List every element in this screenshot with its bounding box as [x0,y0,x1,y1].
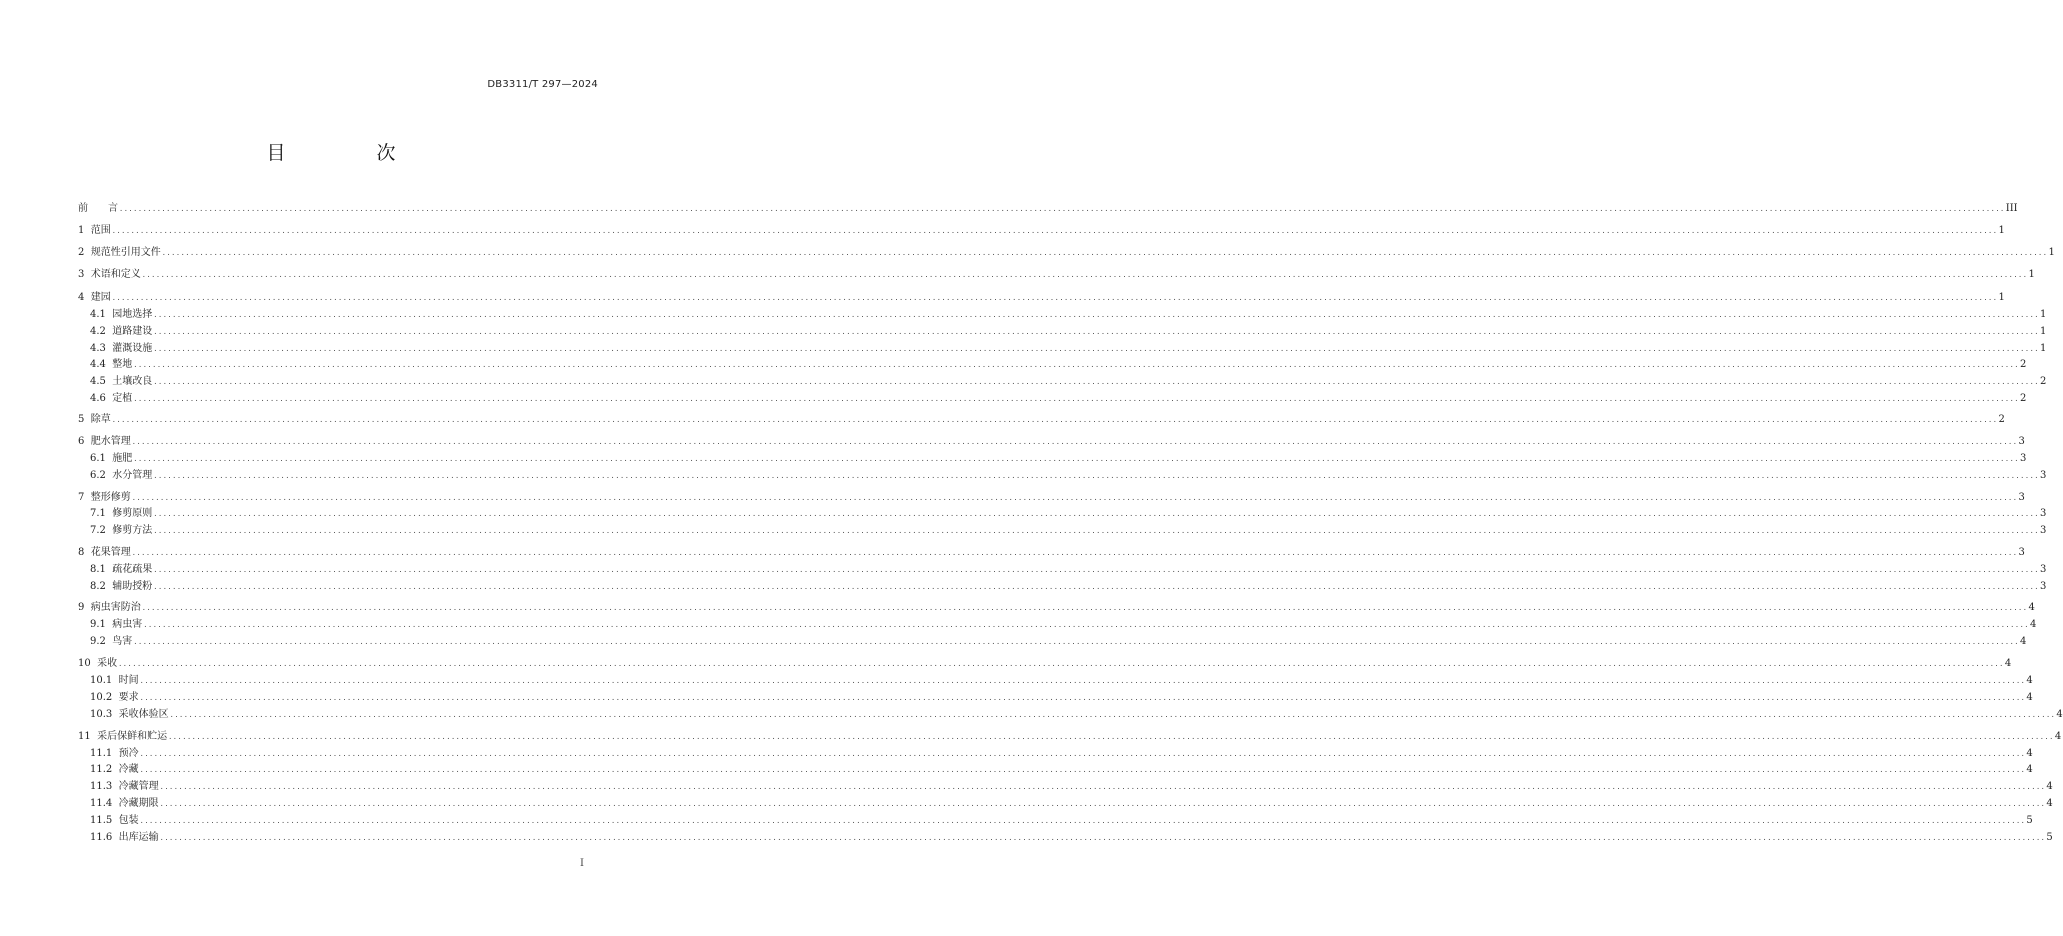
toc-entry-page: 3 [2018,492,2025,503]
toc-leader-dots: ................................................................................................................................................................................................................................................................................................................................................................................................................ [118,660,2004,668]
toc-leader-dots: ................................................................................................................................................................................................................................................................................................................................................................................................................ [111,416,1998,424]
toc-entry-page: 4 [2026,764,2033,775]
toc-entry-page: 1 [1998,225,2005,236]
toc-entry-label: 4.3 灌溉设施 [90,343,153,354]
toc-entry-label: 11.4 冷藏期限 [90,798,159,809]
toc-entry-label: 11.1 预冷 [90,748,139,759]
toc-entry-label: 11.3 冷藏管理 [90,781,159,792]
toc-leader-dots: ................................................................................................................................................................................................................................................................................................................................................................................................................ [153,345,2040,353]
toc-entry[interactable] [90,392,2027,406]
toc-entry-label: 1 范围 [78,225,111,236]
toc-entry-label: 9.2 鸟害 [90,636,133,647]
toc-leader-dots: ................................................................................................................................................................................................................................................................................................................................................................................................................ [169,711,2056,719]
toc-leader-dots: ................................................................................................................................................................................................................................................................................................................................................................................................................ [141,271,2028,279]
toc-entry-label: 4.1 园地选择 [90,309,153,320]
toc-entry-label: 8.2 辅助授粉 [90,581,153,592]
toc-entry-page: 1 [2048,247,2055,258]
toc-entry-label: 6 肥水管理 [78,436,131,447]
toc-leader-dots: ................................................................................................................................................................................................................................................................................................................................................................................................................ [168,733,2054,741]
toc-leader-dots: ................................................................................................................................................................................................................................................................................................................................................................................................................ [111,227,1998,235]
toc-entry[interactable] [90,325,2047,339]
toc-entry-page: 4 [2026,748,2033,759]
toc-entry-page: 4 [2046,798,2053,809]
toc-entry-label: 7.1 修剪原则 [90,508,153,519]
toc-leader-dots: ................................................................................................................................................................................................................................................................................................................................................................................................................ [161,249,2048,257]
toc-leader-dots: ................................................................................................................................................................................................................................................................................................................................................................................................................ [131,438,2018,446]
toc-leader-dots: ................................................................................................................................................................................................................................................................................................................................................................................................................ [139,817,2026,825]
toc-entry[interactable] [78,491,2025,505]
toc-entry-page: 4 [2046,781,2053,792]
toc-entry[interactable] [90,747,2033,761]
toc-entry[interactable] [90,635,2027,649]
toc-entry[interactable] [90,580,2047,594]
toc-entry[interactable] [78,546,2025,560]
toc-entry-page: 1 [2040,343,2047,354]
toc-entry-label: 5 除草 [78,414,111,425]
toc-leader-dots: ................................................................................................................................................................................................................................................................................................................................................................................................................ [143,621,2030,629]
toc-entry[interactable] [78,246,2055,260]
toc-entry-label: 7.2 修剪方法 [90,525,153,536]
toc-leader-dots: ................................................................................................................................................................................................................................................................................................................................................................................................................ [119,205,2005,213]
toc-leader-dots: ................................................................................................................................................................................................................................................................................................................................................................................................................ [131,549,2018,557]
toc-entry-label: 4.4 整地 [90,359,133,370]
toc-entry-label: 4.6 定植 [90,393,133,404]
toc-entry-page: 3 [2018,436,2025,447]
toc-entry-label: 9.1 病虫害 [90,619,143,630]
toc-entry-page: III [2005,203,2018,214]
toc-entry-label: 8 花果管理 [78,547,131,558]
toc-entry-page: 4 [2004,658,2012,669]
toc-title: 目 次 [266,142,432,164]
toc-entry[interactable] [90,507,2047,521]
toc-entry-label: 前 言 [78,203,118,214]
toc-entry[interactable] [78,224,2005,238]
toc-entry[interactable] [78,202,2018,216]
toc-leader-dots: ................................................................................................................................................................................................................................................................................................................................................................................................................ [139,677,2026,685]
toc-entry[interactable] [90,308,2047,322]
toc-entry-label: 10.2 要求 [90,692,139,703]
toc-entry-page: 3 [2018,547,2025,558]
toc-entry[interactable] [78,413,2005,427]
toc-entry-page: 1 [2028,269,2035,280]
toc-leader-dots: ................................................................................................................................................................................................................................................................................................................................................................................................................ [141,604,2028,612]
toc-leader-dots: ................................................................................................................................................................................................................................................................................................................................................................................................................ [153,510,2040,518]
toc-entry-page: 3 [2040,470,2047,481]
toc-entry-page: 3 [2040,508,2047,519]
toc-leader-dots: ................................................................................................................................................................................................................................................................................................................................................................................................................ [111,294,1998,302]
toc-entry[interactable] [90,358,2027,372]
toc-entry-page: 3 [2040,525,2047,536]
toc-entry[interactable] [90,375,2047,389]
toc-leader-dots: ................................................................................................................................................................................................................................................................................................................................................................................................................ [159,834,2046,842]
toc-entry-label: 11.6 出库运输 [90,832,159,843]
toc-leader-dots: ................................................................................................................................................................................................................................................................................................................................................................................................................ [153,311,2040,319]
toc-leader-dots: ................................................................................................................................................................................................................................................................................................................................................................................................................ [159,783,2046,791]
toc-entry-label: 10.3 采收体验区 [90,709,169,720]
toc-entry[interactable] [90,797,2053,811]
toc-entry[interactable] [78,601,2035,615]
toc-entry[interactable] [90,708,2063,722]
toc-entry-page: 3 [2040,564,2047,575]
toc-entry-label: 11 采后保鲜和贮运 [78,731,168,742]
toc-entry-label: 8.1 疏花疏果 [90,564,153,575]
toc-entry-label: 4.5 土壤改良 [90,376,153,387]
toc-entry[interactable] [90,524,2047,538]
toc-entry-label: 9 病虫害防治 [78,602,141,613]
toc-leader-dots: ................................................................................................................................................................................................................................................................................................................................................................................................................ [133,455,2020,463]
toc-entry-page: 4 [2054,731,2062,742]
toc-entry[interactable] [90,814,2033,828]
toc-entry[interactable] [90,691,2033,705]
toc-entry-page: 1 [1998,292,2005,303]
toc-leader-dots: ................................................................................................................................................................................................................................................................................................................................................................................................................ [139,766,2026,774]
toc-entry[interactable] [90,780,2053,794]
toc-entry-page: 4 [2020,636,2027,647]
toc-entry-page: 2 [1998,414,2005,425]
toc-leader-dots: ................................................................................................................................................................................................................................................................................................................................................................................................................ [133,361,2020,369]
toc-leader-dots: ................................................................................................................................................................................................................................................................................................................................................................................................................ [153,583,2040,591]
toc-entry-page: 2 [2040,376,2047,387]
toc-entry[interactable] [78,657,2012,671]
toc-entry-page: 1 [2040,309,2047,320]
toc-entry[interactable] [78,435,2025,449]
toc-entry-label: 10 采收 [78,658,118,669]
toc-leader-dots: ................................................................................................................................................................................................................................................................................................................................................................................................................ [133,638,2020,646]
toc-entry-page: 4 [2026,692,2033,703]
toc-leader-dots: ................................................................................................................................................................................................................................................................................................................................................................................................................ [133,395,2020,403]
toc-entry-label: 4 建园 [78,292,111,303]
toc-entry[interactable] [90,618,2037,632]
toc-entry-page: 2 [2020,393,2027,404]
toc-entry-page: 5 [2046,832,2053,843]
toc-entry[interactable] [90,469,2047,483]
toc-entry[interactable] [90,452,2027,466]
toc-entry[interactable] [78,291,2005,305]
toc-leader-dots: ................................................................................................................................................................................................................................................................................................................................................................................................................ [131,494,2018,502]
toc-entry[interactable] [90,763,2033,777]
toc-entry-page: 4 [2030,619,2037,630]
toc-entry[interactable] [90,563,2047,577]
toc-leader-dots: ................................................................................................................................................................................................................................................................................................................................................................................................................ [153,378,2040,386]
toc-leader-dots: ................................................................................................................................................................................................................................................................................................................................................................................................................ [139,694,2026,702]
toc-entry-label: 6.1 施肥 [90,453,133,464]
toc-entry[interactable] [90,674,2033,688]
toc-entry-label: 3 术语和定义 [78,269,141,280]
toc-entry-label: 2 规范性引用文件 [78,247,161,258]
toc-entry-page: 1 [2040,326,2047,337]
toc-leader-dots: ................................................................................................................................................................................................................................................................................................................................................................................................................ [159,800,2046,808]
toc-entry-page: 4 [2056,709,2063,720]
toc-entry[interactable] [78,730,2062,744]
toc-entry-page: 4 [2028,602,2035,613]
toc-entry-label: 10.1 时间 [90,675,139,686]
toc-entry-page: 4 [2026,675,2033,686]
toc-entry-page: 3 [2040,581,2047,592]
toc-leader-dots: ................................................................................................................................................................................................................................................................................................................................................................................................................ [153,328,2040,336]
toc-leader-dots: ................................................................................................................................................................................................................................................................................................................................................................................................................ [153,566,2040,574]
document-code: DB3311/T 297—2024 [487,79,598,90]
toc-entry[interactable] [90,342,2047,356]
toc-entry-label: 11.2 冷藏 [90,764,139,775]
toc-entry[interactable] [90,831,2053,845]
toc-entry-label: 6.2 水分管理 [90,470,153,481]
toc-entry-page: 3 [2020,453,2027,464]
toc-entry-label: 4.2 道路建设 [90,326,153,337]
toc-entry-page: 5 [2026,815,2033,826]
toc-leader-dots: ................................................................................................................................................................................................................................................................................................................................................................................................................ [153,527,2040,535]
toc-entry-label: 7 整形修剪 [78,492,131,503]
toc-entry-page: 2 [2020,359,2027,370]
toc-entry[interactable] [78,268,2035,282]
toc-entry-label: 11.5 包装 [90,815,139,826]
toc-leader-dots: ................................................................................................................................................................................................................................................................................................................................................................................................................ [153,472,2040,480]
page-number: I [580,858,584,869]
toc-leader-dots: ................................................................................................................................................................................................................................................................................................................................................................................................................ [139,750,2026,758]
